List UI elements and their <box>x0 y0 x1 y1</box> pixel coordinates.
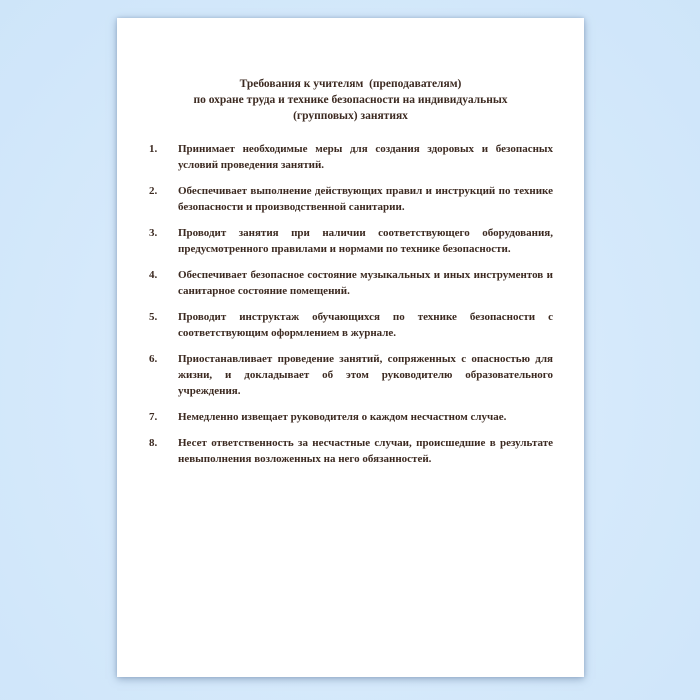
list-item-text: Принимает необходимые меры для создания здоровых и безопасных условий проведения занятий. <box>178 143 553 171</box>
list-item <box>149 351 553 399</box>
list-item <box>149 309 553 341</box>
title-line-1: Требования к учителям (преподавателям) <box>239 78 462 90</box>
list-item-text: Несет ответственность за несчастные случаи, происшедшие в результате невыполнения возложенных на него обязанностей. <box>178 437 553 465</box>
list-item <box>149 409 553 425</box>
list-item-number: 4. <box>149 269 158 281</box>
list-item <box>149 435 553 467</box>
list-item <box>149 183 553 215</box>
list-item <box>149 225 553 257</box>
list-item-text: Немедленно извещает руководителя о каждом несчастном случае. <box>178 411 507 423</box>
list-item-number: 3. <box>149 227 158 239</box>
list-item-number: 5. <box>149 311 158 323</box>
title-line-3: (групповых) занятиях <box>293 110 408 122</box>
requirements-list <box>149 141 553 467</box>
list-item-text: Обеспечивает выполнение действующих правил и инструкций по технике безопасности и производственной санитарии. <box>178 185 553 213</box>
document-title <box>117 76 584 124</box>
list-item-text: Проводит занятия при наличии соответствующего оборудования, предусмотренного правилами и нормами по технике безопасности. <box>178 227 553 255</box>
list-item-text: Проводит инструктаж обучающихся по технике безопасности с соответствующим оформлением в журнале. <box>178 311 553 339</box>
title-line-2: по охране труда и технике безопасности на индивидуальных <box>193 94 508 106</box>
list-item-number: 7. <box>149 411 158 423</box>
list-item-text: Приостанавливает проведение занятий, сопряженных с опасностью для жизни, и докладывает об этом руководителю образовательного учреждения. <box>178 353 553 397</box>
list-item-number: 2. <box>149 185 158 197</box>
list-item <box>149 141 553 173</box>
list-item-number: 6. <box>149 353 158 365</box>
document-page <box>117 18 584 677</box>
list-item-text: Обеспечивает безопасное состояние музыкальных и иных инструментов и санитарное состояние помещений. <box>178 269 553 297</box>
list-item <box>149 267 553 299</box>
list-item-number: 1. <box>149 143 158 155</box>
list-item-number: 8. <box>149 437 158 449</box>
